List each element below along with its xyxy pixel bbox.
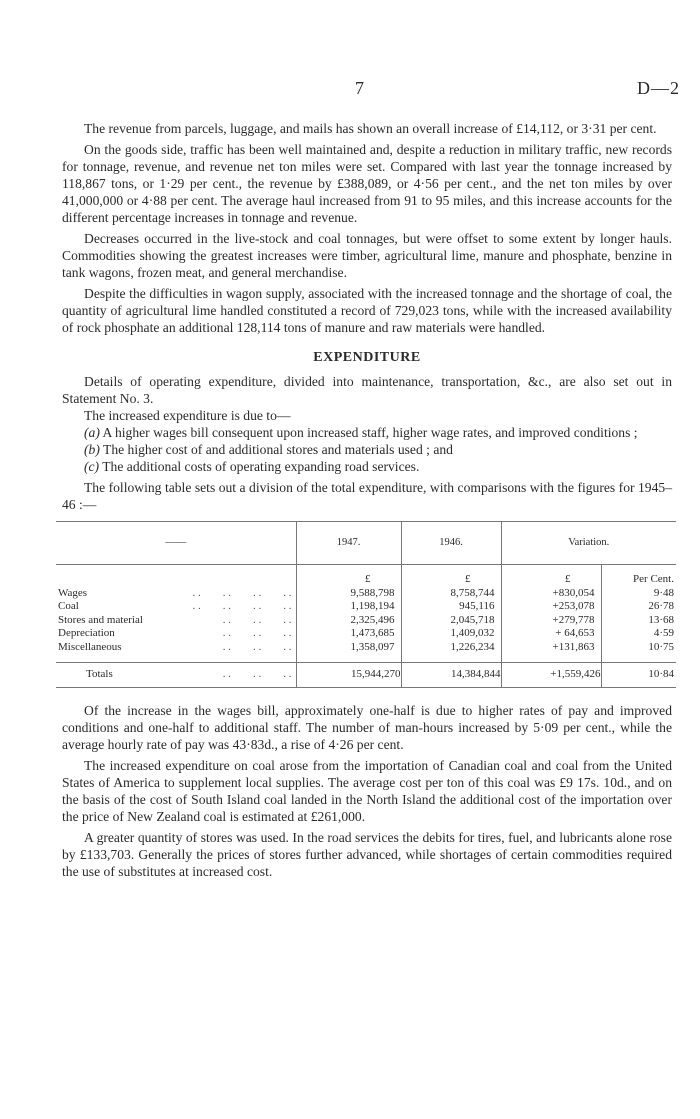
variation-percent: 13·68 — [601, 614, 676, 628]
value-1947: 1,473,685 — [296, 627, 401, 641]
variation-amount: +253,078 — [501, 600, 601, 614]
leader-dots: . . . . . . — [222, 640, 292, 653]
unit-pound: £ — [296, 565, 401, 587]
value-1946: 8,758,744 — [401, 587, 501, 601]
total-variation-amount: +1,559,426 — [501, 663, 601, 688]
paragraph: A greater quantity of stores was used. In the road services the debits for tires, fuel, and lubricants alone rose by £133,703. Generally the prices of stores further advanced, while shortages of certain commodities required the use of substitutes at increased cost. — [62, 829, 672, 879]
page-header — [0, 78, 700, 98]
total-1947: 15,944,270 — [296, 663, 401, 688]
value-1946: 1,226,234 — [401, 641, 501, 663]
table-row — [56, 587, 676, 601]
list-item — [62, 441, 672, 458]
total-variation-percent: 10·84 — [601, 663, 676, 688]
row-label: Wages — [58, 586, 88, 599]
list-marker: (a) — [84, 425, 100, 440]
variation-amount: +131,863 — [501, 641, 601, 663]
row-label: Stores and material — [58, 613, 143, 626]
leader-dots: . . . . . . — [222, 613, 292, 626]
list-item-text: The higher cost of and additional stores and materials used ; and — [103, 442, 453, 457]
value-1947: 1,358,097 — [296, 641, 401, 663]
variation-percent: 26·78 — [601, 600, 676, 614]
value-1946: 2,045,718 — [401, 614, 501, 628]
list-item-text: A higher wages bill consequent upon increased staff, higher wage rates, and improved conditions ; — [102, 425, 638, 440]
leader-dots: . . . . . . — [222, 668, 292, 680]
expenditure-table — [56, 521, 676, 688]
unit-pound: £ — [401, 565, 501, 587]
variation-amount: +830,054 — [501, 587, 601, 601]
paragraph: The following table sets out a division of the total expenditure, with comparisons with the figures for 1945–46 :— — [62, 480, 672, 512]
unit-percent: Per Cent. — [601, 565, 676, 587]
table-header-row — [56, 522, 676, 565]
variation-percent: 9·48 — [601, 587, 676, 601]
row-label: Coal — [58, 600, 79, 612]
paragraph: The increased expenditure on coal arose from the importation of Canadian coal and coal from the United States of America to supplement local supplies. The average cost per ton of this coal was £9 17s. 10d., and on the basis of the cost of South Island coal landed in the North Island the additional cost of the importation over the price of New Zealand coal is estimated at £261,000. — [62, 757, 672, 824]
list-marker: (c) — [84, 459, 100, 474]
table-row — [56, 641, 676, 663]
variation-percent: 4·59 — [601, 627, 676, 641]
document-reference: D—2 — [637, 78, 680, 98]
header-blank: —— — [56, 522, 296, 565]
paragraph: The revenue from parcels, luggage, and mails has shown an overall increase of £14,112, or 3·31 per cent. — [84, 121, 657, 136]
list-item-text: The additional costs of operating expanding road services. — [102, 459, 420, 474]
variation-amount: +279,778 — [501, 614, 601, 628]
closing-paragraphs — [62, 702, 672, 880]
leader-dots: . . . . . . — [222, 627, 292, 639]
header-variation: Variation. — [501, 522, 676, 565]
row-label: Miscellaneous — [58, 640, 122, 653]
table-row — [56, 614, 676, 628]
page-number: 7 — [355, 78, 364, 98]
paragraph: The increased expenditure is due to— — [84, 408, 291, 423]
value-1947: 1,198,194 — [296, 600, 401, 614]
section-heading: EXPENDITURE — [313, 350, 421, 365]
reasons-list — [62, 424, 672, 475]
header-1946: 1946. — [401, 522, 501, 565]
value-1947: 9,588,798 — [296, 587, 401, 601]
leader-dots: . . . . . . . . — [192, 600, 292, 612]
leader-dots: . . . . . . . . — [192, 586, 292, 599]
page-body — [58, 120, 674, 880]
unit-pound: £ — [501, 565, 601, 587]
value-1946: 945,116 — [401, 600, 501, 614]
value-1947: 2,325,496 — [296, 614, 401, 628]
total-1946: 14,384,844 — [401, 663, 501, 688]
paragraph: Despite the difficulties in wagon supply, associated with the increased tonnage and the shortage of coal, the quantity of agricultural lime handled constituted a record of 729,023 tons, while with the increased availability of rock phosphate an additional 128,114 tons of manure and raw materials were handled. — [62, 286, 672, 335]
totals-row — [56, 663, 676, 688]
paragraph: Decreases occurred in the live-stock and coal tonnages, but were offset to some extent by longer hauls. Commodities showing the greatest increases were timber, agricultural lime, manure and phosphate, benzine in tank wagons, frozen meat, and general merchandise. — [62, 231, 672, 280]
table-row — [56, 627, 676, 641]
variation-percent: 10·75 — [601, 641, 676, 663]
paragraph: Of the increase in the wages bill, approximately one-half is due to higher rates of pay and improved conditions and one-half to additional staff. The number of man-hours increased by 5·09 per cent., while the average hourly rate of pay was 43·83d., a rise of 4·26 per cent. — [62, 702, 672, 752]
paragraph: Details of operating expenditure, divided into maintenance, transportation, &c., are also set out in Statement No. 3. — [62, 374, 672, 406]
paragraph: On the goods side, traffic has been well maintained and, despite a reduction in military traffic, new records for tonnage, revenue, and revenue net ton miles were set. Compared with last year the tonnage increased by 118,867 tons, or 1·29 per cent., the revenue by £388,089, or 4·56 per cent., and the net ton miles by over 41,000,000 or 4·88 per cent. The average haul increased from 91 to 95 miles, and this increase accounts for the different percentage increases in tonnage and revenue. — [62, 142, 672, 225]
list-item — [62, 458, 672, 475]
header-1947: 1947. — [296, 522, 401, 565]
table-row — [56, 600, 676, 614]
units-row — [56, 565, 676, 587]
variation-amount: + 64,653 — [501, 627, 601, 641]
list-marker: (b) — [84, 442, 100, 457]
row-label: Totals — [86, 668, 113, 680]
list-item — [62, 424, 672, 441]
value-1946: 1,409,032 — [401, 627, 501, 641]
row-label: Depreciation — [58, 627, 115, 639]
